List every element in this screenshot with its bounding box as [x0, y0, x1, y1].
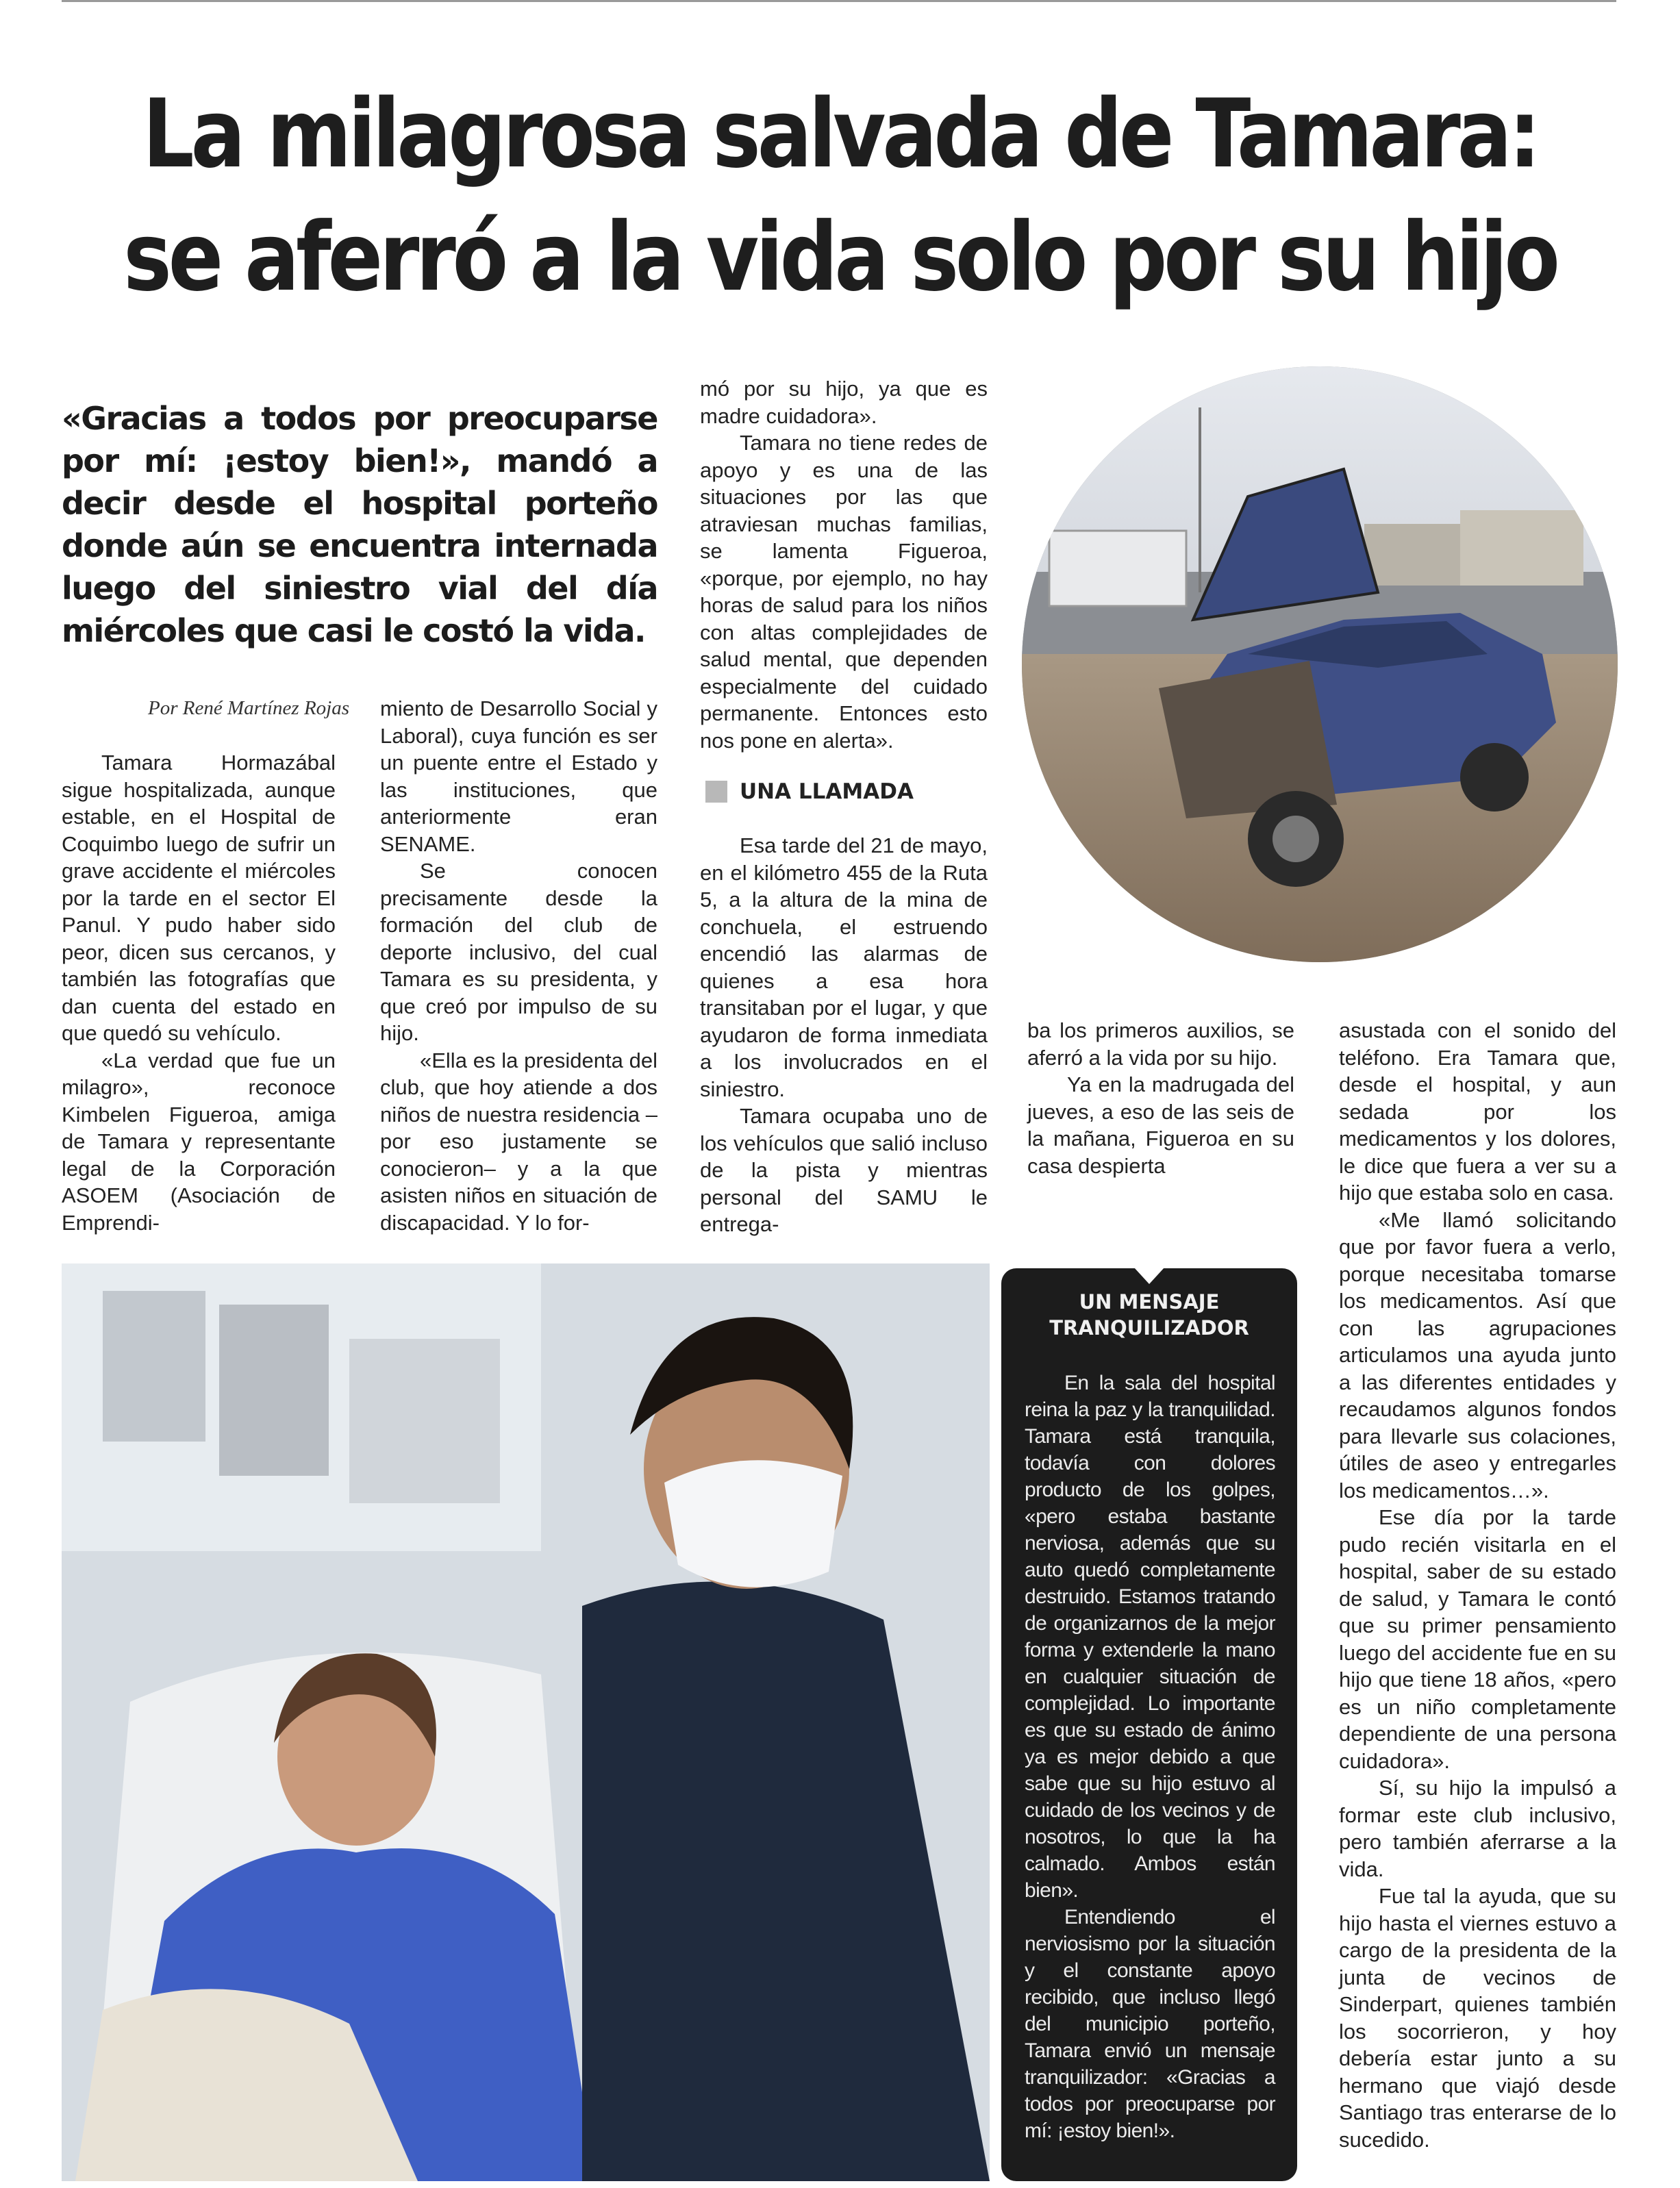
col3-paragraph-4: Tamara ocupaba uno de los vehículos que salió incluso de la pista y mientras personal del SAMU le entrega- — [700, 1104, 988, 1236]
col1-paragraph-2: «La verdad que fue un milagro», reconoce Kimbelen Figueroa, amiga de Tamara y representante legal de la Corporación ASOEM (Asociación de Emprendi- — [62, 1048, 336, 1235]
subhead-label: UNA LLAMADA — [740, 779, 914, 804]
top-rule — [62, 0, 1616, 2]
col2-paragraph-2: Se conocen precisamente desde la formación del club de deporte inclusivo, del cual Tamara es su presidenta, y que creó por impulso de su hijo. — [380, 859, 657, 1045]
sidebar-title — [1001, 1289, 1297, 1341]
hospital-photo — [62, 1263, 990, 2181]
col4-paragraph-2: Ya en la madrugada del jueves, a eso de las seis de la mañana, Figueroa en su casa despierta — [1027, 1072, 1294, 1178]
column-3-top — [700, 375, 988, 754]
sidebar-text — [1025, 1370, 1275, 2144]
sidebar-title-line-1: UN MENSAJE — [1079, 1290, 1220, 1313]
column-2 — [380, 695, 657, 1236]
col5-paragraph-4: Sí, su hijo la impulsó a formar este club inclusivo, pero también aferrarse a la vida. — [1339, 1776, 1616, 1881]
wrecked-car-illustration — [1022, 366, 1618, 962]
col1-paragraph-1: Tamara Hormazábal sigue hospitalizada, aunque estable, en el Hospital de Coquimbo luego de sufrir un grave accidente el miércoles por la tarde en el sector El Panul. Y pudo haber sido peor, dicen sus cercanos, y también las fotografías que dan cuenta del estado en que quedó su vehículo. — [62, 751, 336, 1045]
sidebar-title-line-2: TRANQUILIZADOR — [1049, 1316, 1249, 1340]
column-1 — [62, 749, 336, 1236]
wrecked-car-photo — [1022, 366, 1618, 962]
col5-paragraph-1: asustada con el sonido del teléfono. Era Tamara que, desde el hospital, y aun sedada por los medicamentos y los dolores, le dice que fuera a ver su a hijo que estaba solo en casa. — [1339, 1018, 1616, 1205]
col2-paragraph-3: «Ella es la presidenta del club, que hoy atiende a dos niños de nuestra residencia –por eso justamente se conocieron– y a la que asisten niños en situación de discapacidad. Y lo for- — [380, 1048, 657, 1235]
col3-paragraph-2: Tamara no tiene redes de apoyo y es una de las situaciones por las que atraviesan muchas familias, se lamenta Figueroa, «porque, por ejemplo, no hay horas de salud para los niños con altas complejidades de salud mental, que dependen especialmente del cuidado permanente. Entonces esto nos pone en alerta». — [700, 431, 988, 753]
hospital-illustration — [62, 1263, 990, 2181]
col5-paragraph-5: Fue tal la ayuda, que su hijo hasta el viernes estuvo a cargo de la presidenta de la junta de vecinos de Sinderpart, quienes también los socorrieron, y hoy debería estar junto a su hermano que viajó desde Santiago tras enterarse de lo sucedido. — [1339, 1884, 1616, 2152]
headline-line-2: se aferró a la vida solo por su hijo — [123, 202, 1557, 312]
col2-paragraph-1: miento de Desarrollo Social y Laboral), cuya función es ser un puente entre el Estado y las instituciones, que anteriormente eran SENAME. — [380, 696, 657, 856]
col5-paragraph-3: Ese día por la tarde pudo recién visitarla en el hospital, saber de su estado de salud, y Tamara le contó que su primer pensamiento luego del accidente fue en su hijo que tiene 18 años, «pero es un niño completamente dependiente de una persona cuidadora». — [1339, 1505, 1616, 1773]
subhead-square-icon — [705, 781, 727, 803]
col5-paragraph-2: «Me llamó solicitando que por favor fuera a verlo, porque necesitaba tomarse los medicamentos. Así que con las agrupaciones articulamos una ayuda junto a las diferentes entidades y recaudamos algunos fondos para llevarle sus colaciones, útiles de aseo y entregarles los medicamentos…». — [1339, 1207, 1616, 1502]
column-4 — [1027, 1017, 1294, 1179]
sidebar-paragraph-2: Entendiendo el nerviosismo por la situación y el constante apoyo recibido, que incluso llegó del municipio porteño, Tamara envió un mensaje tranquilizador: «Gracias a todos por preocuparse por mí: ¡estoy bien!». — [1025, 1906, 1275, 2142]
sidebar-paragraph-1: En la sala del hospital reina la paz y la tranquilidad. Tamara está tranquila, todavía con dolores producto de los golpes, «pero estaba bastante nerviosa, además que su auto quedó completamente destruido. Estamos tratando de organizarnos de la mejor forma y extenderle la mano en cualquier situación de complejidad. Lo importante es que su estado de ánimo ya es mejor debido a que sabe que su hijo estuvo al cuidado de los vecinos y de nosotros, lo que la ha calmado. Ambos están bien». — [1025, 1372, 1275, 1902]
sidebar-box — [1001, 1268, 1297, 2181]
column-5 — [1339, 1017, 1616, 2153]
headline-line-1: La milagrosa salvada de Tamara: — [142, 79, 1538, 189]
col3-paragraph-1: mó por su hijo, ya que es madre cuidadora». — [700, 377, 988, 428]
column-3-bottom — [700, 832, 988, 1238]
sidebar-notch — [1134, 1268, 1164, 1284]
subhead-una-llamada — [705, 779, 914, 804]
lead-paragraph: «Gracias a todos por preocuparse por mí: ¡estoy bien!», mandó a decir desde el hospital porteño donde aún se encuentra internada luego del siniestro vial del día miércoles que casi le costó la vida. — [62, 400, 657, 649]
byline: Por René Martínez Rojas — [148, 697, 349, 719]
col4-paragraph-1: ba los primeros auxilios, se aferró a la vida por su hijo. — [1027, 1018, 1294, 1070]
col3-paragraph-3: Esa tarde del 21 de mayo, en el kilómetro 455 de la Ruta 5, a la altura de la mina de conchuela, el estruendo encendió las alarmas de quienes a esa hora transitaban por el lugar, y que ayudaron de forma inmediata a los involucrados en el siniestro. — [700, 833, 988, 1101]
